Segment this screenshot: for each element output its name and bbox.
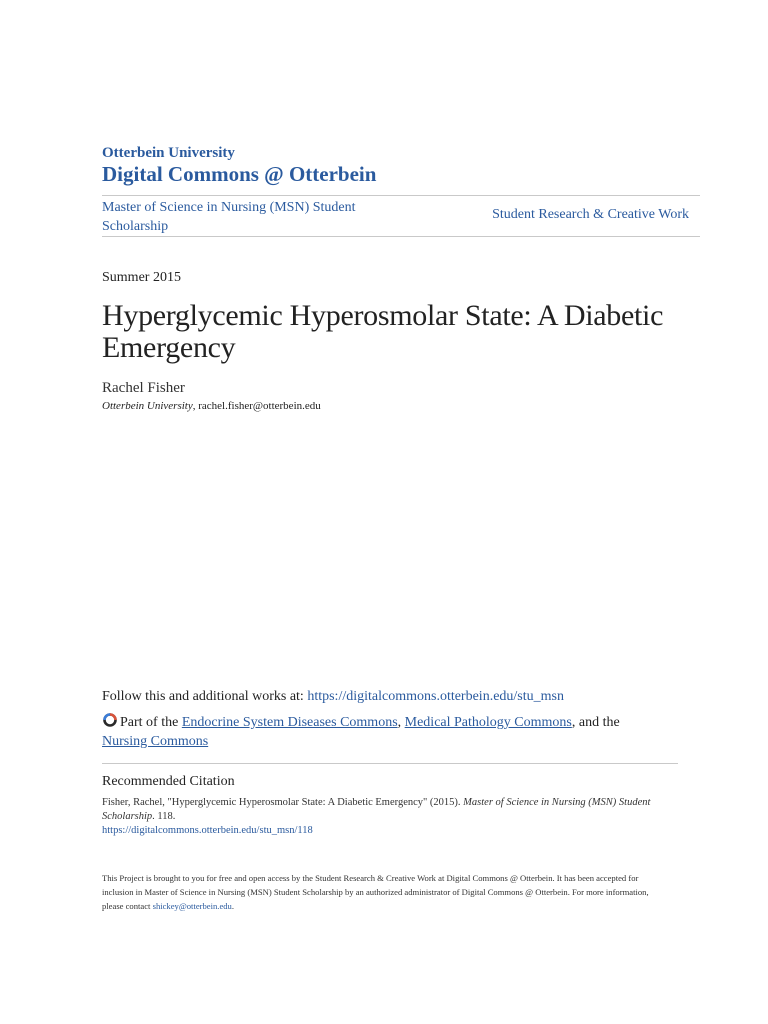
contact-email-link[interactable]: shickey@otterbein.edu bbox=[152, 901, 232, 911]
author-email: , rachel.fisher@otterbein.edu bbox=[192, 400, 321, 412]
footer-text: This Project is brought to you for free and open access by the Student Research & Creative Work at Digital Commons @ Otterbein. It has been accepted for inclusion in Master of Science in Nursing (MSN) Student Scholarship by an authorized administrator of Digital Commons @ Otterbein. For more information, please contact bbox=[102, 873, 649, 911]
author-affiliation bbox=[102, 400, 321, 412]
part-of-sep1: , bbox=[397, 715, 405, 730]
bepress-network-icon bbox=[102, 712, 118, 728]
citation-block bbox=[102, 796, 662, 838]
affiliation-name: Otterbein University bbox=[102, 400, 193, 412]
footer-end: . bbox=[231, 901, 235, 911]
publication-date: Summer 2015 bbox=[102, 270, 181, 285]
follow-line bbox=[102, 689, 564, 705]
collection-link[interactable]: Student Research & Creative Work bbox=[492, 207, 689, 222]
citation-journal: Master of Science in Nursing (MSN) Student Scholarship bbox=[102, 797, 651, 822]
university-name[interactable]: Otterbein University bbox=[102, 145, 235, 161]
part-of-prefix: Part of the bbox=[120, 715, 182, 730]
citation-url-link[interactable]: https://digitalcommons.otterbein.edu/stu_msn/118 bbox=[102, 825, 313, 836]
follow-url-link[interactable]: https://digitalcommons.otterbein.edu/stu_msn bbox=[307, 689, 564, 704]
author-name: Rachel Fisher bbox=[102, 380, 185, 396]
institution-header bbox=[102, 145, 376, 187]
citation-number: . 118. bbox=[152, 811, 176, 822]
citation-heading: Recommended Citation bbox=[102, 774, 235, 789]
citation-text: Fisher, Rachel, "Hyperglycemic Hyperosmolar State: A Diabetic Emergency" (2015). bbox=[102, 797, 464, 808]
repository-name[interactable]: Digital Commons @ Otterbein bbox=[102, 162, 377, 186]
series-link[interactable]: Master of Science in Nursing (MSN) Student Scholarship bbox=[102, 200, 356, 234]
part-of-line bbox=[102, 712, 662, 751]
document-title: Hyperglycemic Hyperosmolar State: A Diabetic Emergency bbox=[102, 299, 664, 364]
medical-pathology-commons-link[interactable]: Medical Pathology Commons bbox=[404, 715, 572, 730]
part-of-sep2: , and the bbox=[571, 715, 620, 730]
endocrine-commons-link[interactable]: Endocrine System Diseases Commons bbox=[181, 715, 398, 730]
top-divider bbox=[102, 195, 700, 196]
series-divider bbox=[102, 236, 700, 237]
footer-notice bbox=[102, 871, 672, 913]
citation-divider bbox=[102, 763, 678, 764]
follow-text: Follow this and additional works at: bbox=[102, 689, 308, 704]
nursing-commons-link[interactable]: Nursing Commons bbox=[102, 734, 209, 749]
